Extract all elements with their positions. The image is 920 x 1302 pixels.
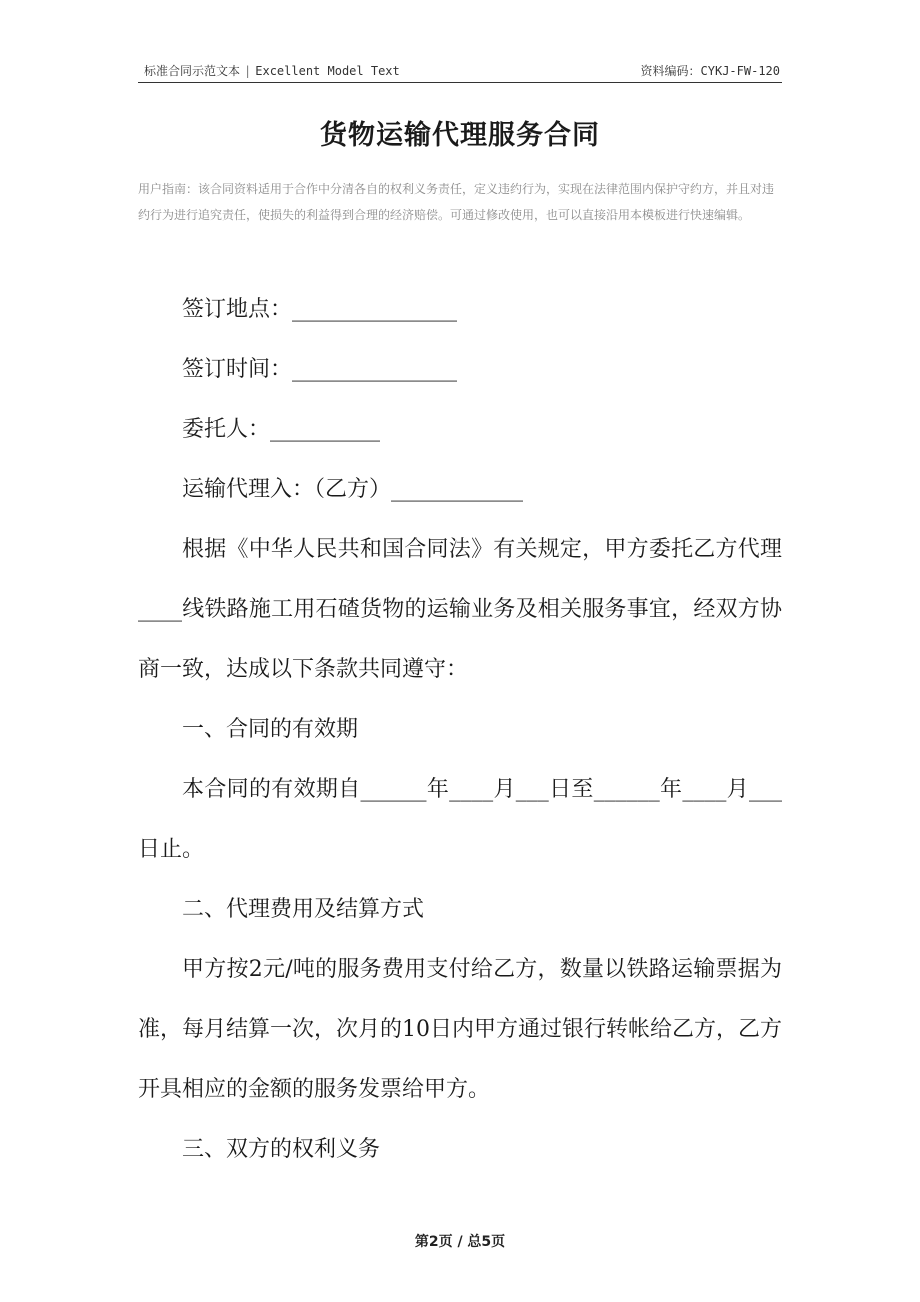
page-number: 第2页 / 总5页	[414, 1234, 506, 1250]
header-left-label: 标准合同示范文本	[144, 64, 241, 78]
user-guide-text: 用户指南：该合同资料适用于合作中分清各自的权利义务责任，定义违约行为，实现在法律范围内保护守约方，并且对违约行为进行追究责任，使损失的利益得到合理的经济赔偿。可通过修改使用，也可以直接沿用本模板进行快速编辑。	[138, 182, 775, 222]
signing-time-line: 签订时间：_______________	[182, 357, 458, 382]
header-left-english: Excellent Model Text	[255, 64, 400, 78]
document-body	[138, 280, 782, 1180]
principal-line: 委托人：__________	[182, 417, 381, 442]
page-header	[138, 62, 782, 83]
preamble-paragraph: 根据《中华人民共和国合同法》有关规定，甲方委托乙方代理____线铁路施工用石碴货物的运输业务及相关服务事宜，经双方协商一致，达成以下条款共同遵守：	[138, 537, 782, 682]
section-1-heading: 一、合同的有效期	[182, 717, 359, 742]
header-left	[144, 63, 400, 79]
header-doc-code: 资料编码：CYKJ-FW-120	[640, 64, 780, 78]
section-2-heading: 二、代理费用及结算方式	[182, 897, 425, 922]
signing-place-line: 签订地点：_______________	[182, 297, 458, 322]
header-separator: |	[244, 64, 252, 78]
agent-line: 运输代理入：（乙方）____________	[182, 477, 524, 502]
validity-paragraph: 本合同的有效期自______年____月___日至______年____月___日止。	[138, 777, 782, 862]
section-3-heading: 三、双方的权利义务	[182, 1137, 381, 1162]
fees-paragraph: 甲方按2元/吨的服务费用支付给乙方，数量以铁路运输票据为准，每月结算一次，次月的10日内甲方通过银行转帐给乙方，乙方开具相应的金额的服务发票给甲方。	[138, 957, 782, 1102]
document-title: 货物运输代理服务合同	[320, 120, 600, 151]
